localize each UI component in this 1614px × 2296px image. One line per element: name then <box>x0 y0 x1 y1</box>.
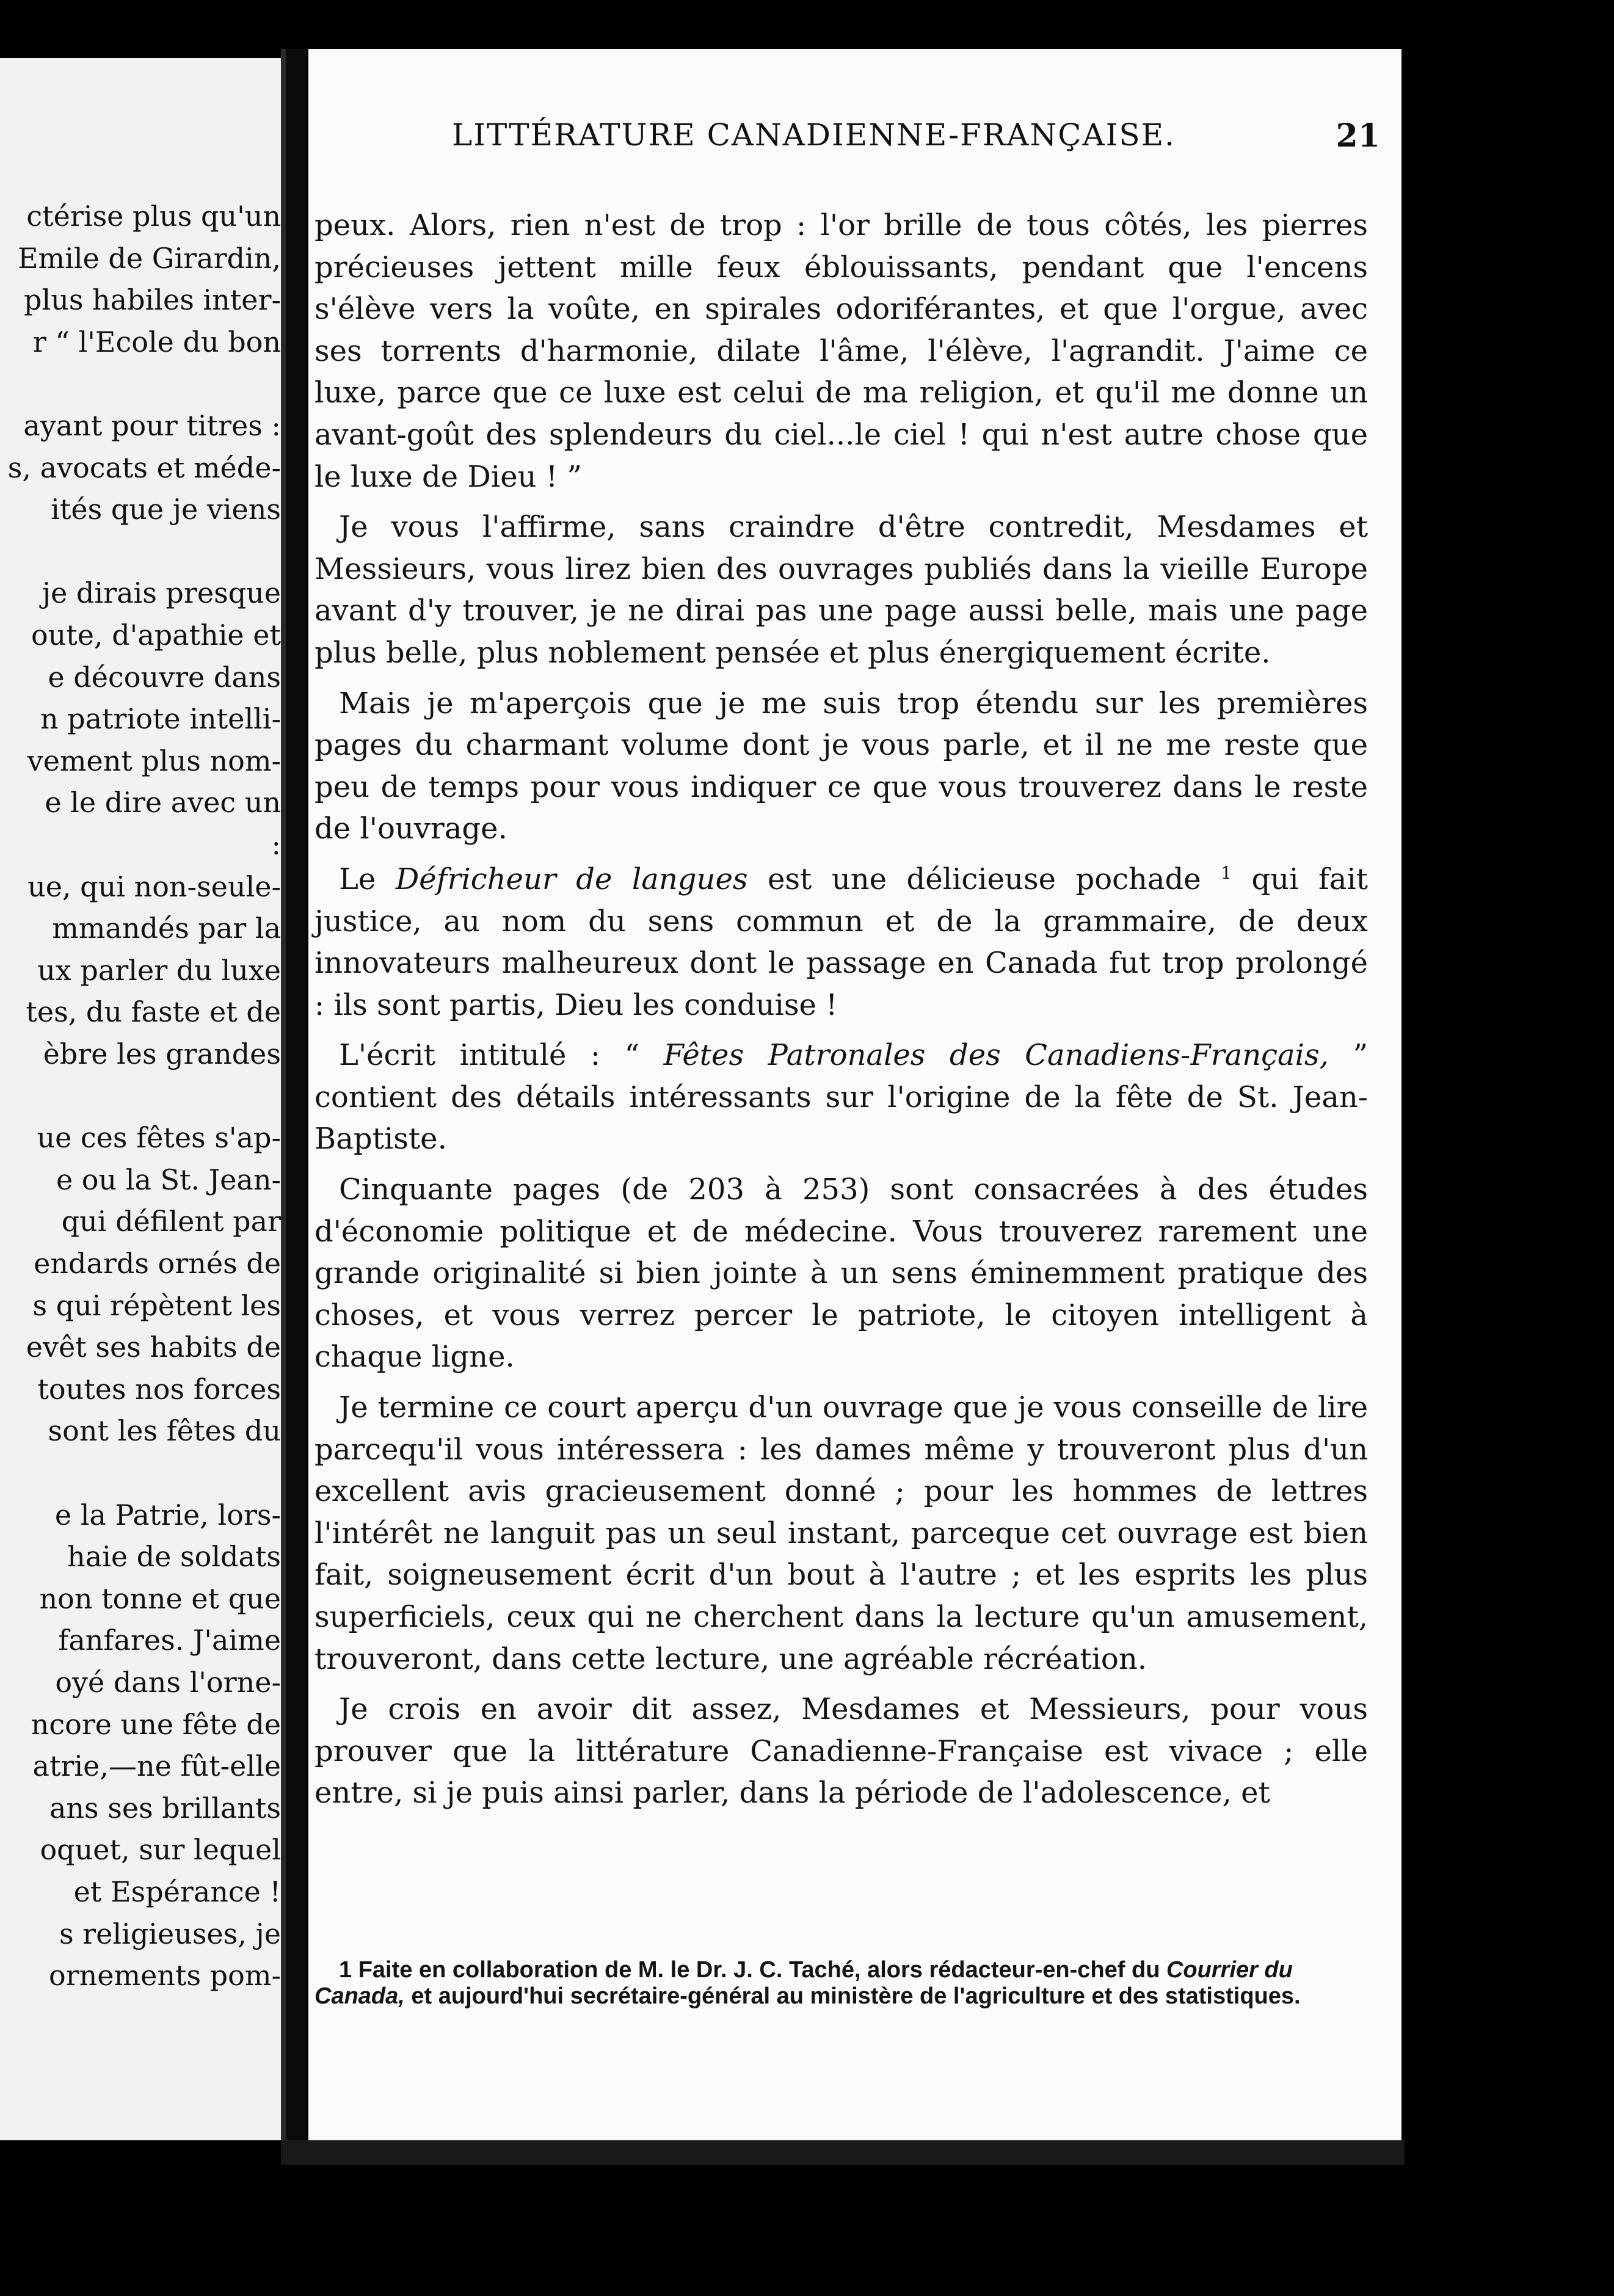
left-page-line: je dirais presque <box>42 576 281 610</box>
paragraph <box>314 1688 1368 1814</box>
paragraph-text: L'écrit intitulé : “ <box>339 1038 664 1073</box>
page-header <box>452 117 1380 160</box>
left-page-line: haie de soldats <box>67 1540 281 1574</box>
paragraph <box>314 859 1368 1026</box>
paragraph-text: est une délicieuse pochade <box>747 862 1221 896</box>
left-page-line: ue, qui non-seule- <box>27 870 281 903</box>
left-page-line: Emile de Girardin, <box>17 241 281 275</box>
footnote-text: et aujourd'hui secrétaire-général au ministère de l'agriculture et des statistiques. <box>404 1983 1301 2009</box>
paragraph-text: qui fait justice, au nom du sens commun et de la grammaire, de deux innovateurs malheureux dont le passage en Canada fut trop prolongé : ils sont partis, Dieu les conduise ! <box>314 862 1368 1022</box>
paragraph <box>314 1387 1368 1680</box>
paragraph <box>314 1034 1368 1160</box>
paragraph <box>314 1169 1368 1378</box>
page-number: 21 <box>1336 117 1380 154</box>
left-page-line: toutes nos forces <box>37 1372 281 1406</box>
paragraph <box>314 205 1368 498</box>
left-page-line: e la Patrie, lors- <box>54 1498 281 1531</box>
left-page-line: ctérise plus qu'un <box>26 200 281 233</box>
left-page-line: ans ses brillants <box>49 1791 281 1825</box>
left-page-line: ux parler du luxe <box>37 953 281 987</box>
left-page-line: èbre les grandes <box>43 1037 281 1070</box>
running-title: LITTÉRATURE CANADIENNE-FRANÇAISE. <box>452 117 1176 153</box>
left-page-line: oyé dans l'orne- <box>55 1666 281 1699</box>
left-page-line: s, avocats et méde- <box>7 451 281 484</box>
left-page-line: s religieuses, je <box>59 1917 281 1950</box>
left-page-line: e le dire avec un <box>45 786 281 819</box>
left-page-line: ncore une fête de <box>31 1707 281 1741</box>
paragraph-text: Mais je m'aperçois que je me suis trop étendu sur les premières pages du charmant volume dont je vous parle, et il ne me reste que peu de temps pour vous indiquer ce que vous trouverez dans le reste de l'ouvrage. <box>314 686 1368 846</box>
paragraph-text: peux. Alors, rien n'est de trop : l'or brille de tous côtés, les pierres précieuses jettent mille feux éblouissants, pendant que l'encens s'élève vers la voûte, en spirales odoriférantes, et que l'orgue, avec ses torrents d'harmonie, dilate l'âme, l'élève, l'agrandit. J'aime ce luxe, parce que ce luxe est celui de ma religion, et qu'il me donne un avant-goût des splendeurs du ciel...le ciel ! qui n'est autre chose que le luxe de Dieu ! ” <box>314 208 1368 494</box>
body-text <box>314 205 1368 1823</box>
left-page-line: et Espérance ! <box>73 1875 281 1908</box>
left-page-line: qui défilent par <box>61 1205 281 1238</box>
left-page-line: tes, du faste et de <box>26 995 281 1029</box>
left-page-line: e découvre dans <box>48 660 281 694</box>
left-page-line: r “ l'Ecole du bon <box>32 325 281 358</box>
left-page-line: oquet, sur lequel <box>40 1833 281 1867</box>
left-page-fragment <box>0 58 281 2140</box>
left-page-line: fanfares. J'aime <box>58 1624 281 1657</box>
left-page-line: plus habiles inter- <box>24 283 281 317</box>
paragraph <box>314 506 1368 674</box>
left-page-line: evêt ses habits de <box>26 1331 281 1364</box>
left-page-line: : <box>271 828 281 861</box>
left-page-line: s qui répètent les <box>32 1288 281 1322</box>
left-page-line: ue ces fêtes s'ap- <box>37 1121 281 1155</box>
paragraph-text: Je termine ce court aperçu d'un ouvrage que je vous conseille de lire parcequ'il vous intéressera : les dames même y trouveront plus d'un excellent avis gracieusement donné ; pour les hommes de lettres l'intérêt ne languit pas un seul instant, parceque cet ouvrage est bien fait, soigneusement écrit d'un bout à l'autre ; et les esprits les plus superficiels, ceux qui ne cherchent dans la lecture qu'un amusement, trouveront, dans cette lecture, une agréable récréation. <box>314 1390 1368 1676</box>
gutter-edge <box>281 49 286 2149</box>
newspaper-title-italic: Courrier du Canada, <box>314 1957 1293 2009</box>
left-page-line: mmandés par la <box>52 912 281 945</box>
paragraph-text: Je crois en avoir dit assez, Mesdames et Messieurs, pour vous prouver que la littérature Canadienne-Française est vivace ; elle entre, si je puis ainsi parler, dans la période de l'adolescence, et <box>314 1692 1368 1811</box>
left-page-line: e ou la St. Jean- <box>56 1163 281 1196</box>
paragraph-text: Le <box>339 862 396 896</box>
left-page-line: vement plus nom- <box>27 744 281 777</box>
page-bottom-shadow <box>281 2140 1405 2165</box>
left-page-line: atrie,—ne fût-elle <box>32 1749 281 1783</box>
paragraph-text: Cinquante pages (de 203 à 253) sont consacrées à des études d'économie politique et de médecine. Vous trouverez rarement une grande originalité si bien jointe à un sens éminemment pratique des choses, et vous verrez percer le patriote, le citoyen intelligent à chaque ligne. <box>314 1172 1368 1375</box>
footnote <box>314 1957 1371 2010</box>
right-page <box>308 49 1401 2149</box>
left-page-line: ornements pom- <box>48 1959 281 1993</box>
essay-title-italic: Fêtes Patronales des Canadiens-Français, <box>663 1038 1329 1073</box>
book-title-italic: Défricheur de langues <box>395 862 748 896</box>
left-page-line: ayant pour titres : <box>23 409 281 442</box>
footnote-marker: 1 <box>1221 862 1232 883</box>
left-page-line: oute, d'apathie et <box>31 619 281 652</box>
left-page-line: ités que je viens <box>51 493 281 526</box>
paragraph <box>314 683 1368 850</box>
left-page-line: endards ornés de <box>34 1247 281 1280</box>
book-gutter <box>286 49 307 2149</box>
footnote-text: 1 Faite en collaboration de M. le Dr. J. C. Taché, alors rédacteur-en-chef du <box>339 1957 1166 1983</box>
paragraph-text: Je vous l'affirme, sans craindre d'être contredit, Mesdames et Messieurs, vous lirez bien des ouvrages publiés dans la vieille Europe avant d'y trouver, je ne dirai pas une page aussi belle, mais une page plus belle, plus noblement pensée et plus énergiquement écrite. <box>314 510 1368 670</box>
left-page-line: non tonne et que <box>39 1582 281 1615</box>
left-page-line: sont les fêtes du <box>48 1414 281 1448</box>
paragraph-text: ” contient des détails intéressants sur l'origine de la fête de St. Jean-Baptiste. <box>314 1038 1368 1157</box>
left-page-line: n patriote intelli- <box>40 702 281 736</box>
